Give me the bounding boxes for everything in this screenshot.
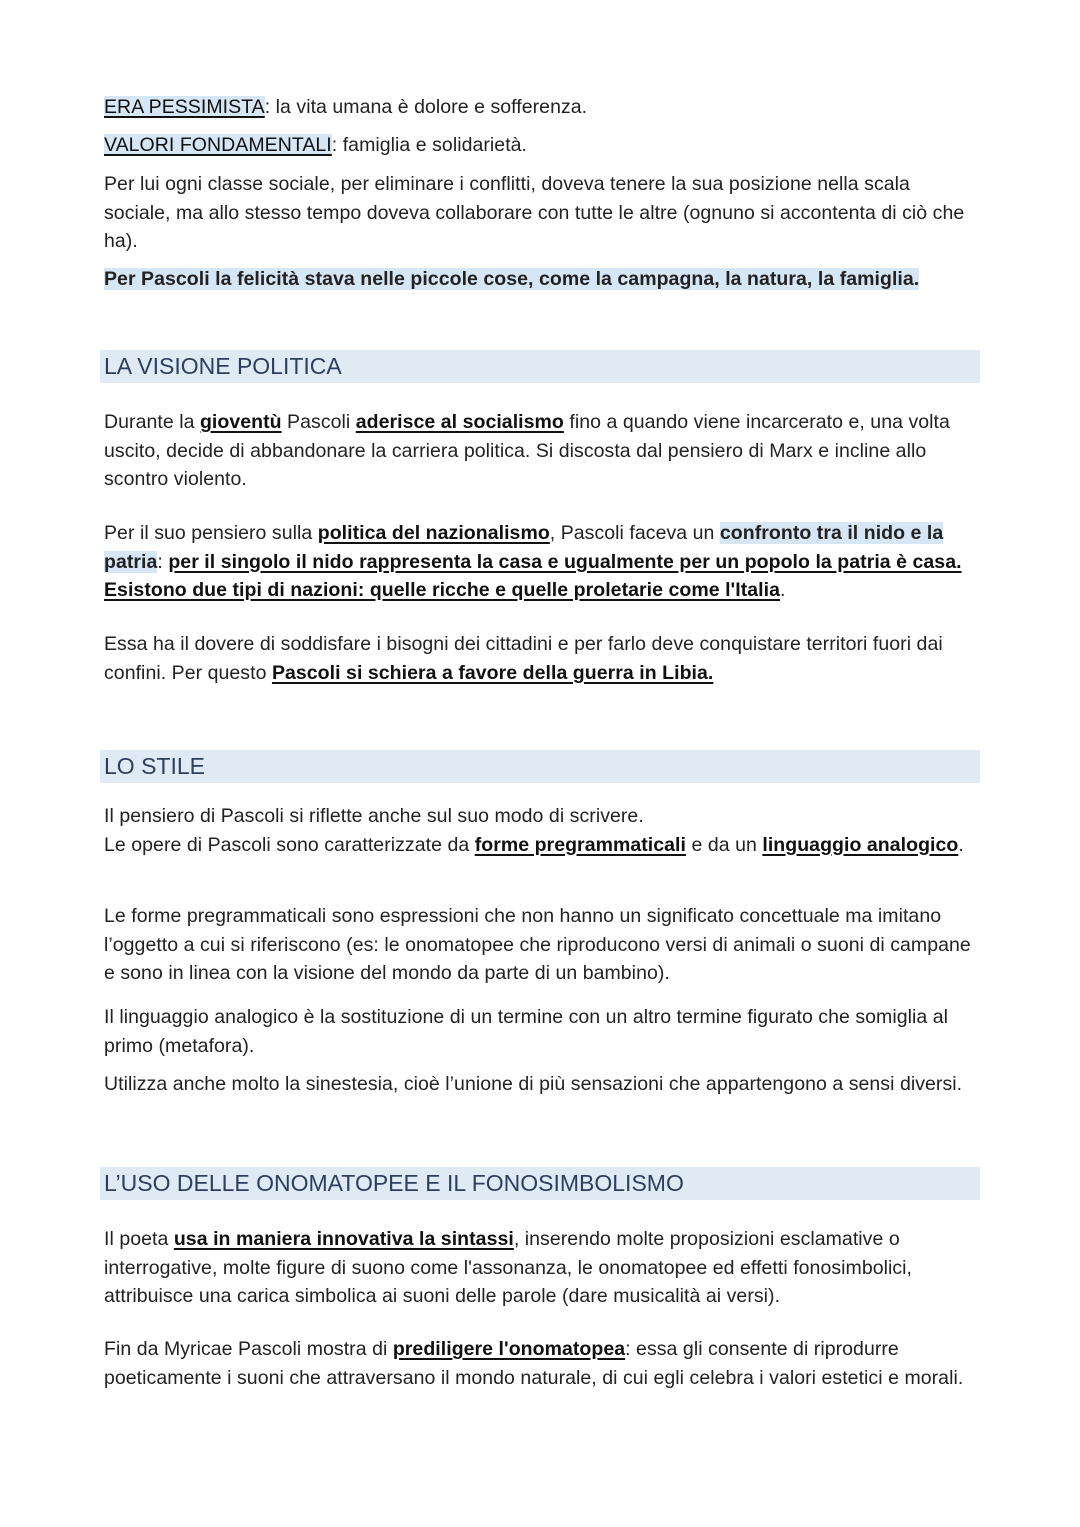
stile-paragraph-4: Utilizza anche molto la sinestesia, cioè l’unione di più sensazioni che appartengono a sensi diversi.: [104, 1073, 963, 1095]
stile-paragraph-3: Il linguaggio analogico è la sostituzione di un termine con un altro termine figurato che somiglia al primo (metafora).: [104, 1006, 949, 1057]
section-heading-stile: LO STILE: [100, 750, 980, 783]
onomatopee-paragraph-2: [104, 1335, 980, 1392]
text-run: e da un: [686, 833, 763, 856]
felicita-paragraph: [104, 265, 980, 294]
text-run: , Pascoli faceva un: [549, 522, 720, 544]
stile-paragraph-2: Le forme pregrammaticali sono espressioni che non hanno un significato concettuale ma imitano l’oggetto a cui si riferiscono (es: le onomatopee che riproducono versi di animali o suoni di campane e sono in linea con la visione del mondo da parte di un bambino).: [104, 905, 971, 984]
section-heading-onomatopee: L’USO DELLE ONOMATOPEE E IL FONOSIMBOLISMO: [100, 1167, 980, 1200]
stile-paragraph-1: [104, 802, 980, 859]
text-run: , inserendo molte proposizioni esclamative o interrogative, molte figure di suono come l'assonanza, le onomatopee ed effetti fonosimbolici, attribuisce una carica simbolica ai suoni delle parole (dare musicalità ai versi).: [104, 1228, 913, 1307]
underlined-guerra-libia: Pascoli si schiera a favore della guerra in Libia.: [271, 661, 714, 684]
text-run: Le opere di Pascoli sono caratterizzate da: [104, 833, 475, 856]
text-run: Pascoli: [281, 411, 356, 433]
era-pessimista-line: [104, 93, 980, 122]
onomatopee-paragraph-1: [104, 1225, 980, 1311]
valori-fondamentali-text: : famiglia e solidarietà.: [331, 134, 528, 156]
valori-fondamentali-line: [104, 131, 980, 160]
text-run: Il poeta: [104, 1228, 174, 1250]
underlined-onomatopea: prediligere l'onomatopea: [392, 1338, 626, 1360]
underlined-gioventu: gioventù: [199, 411, 282, 433]
classe-sociale-paragraph: Per lui ogni classe sociale, per eliminare i conflitti, doveva tenere la sua posizione nella scala sociale, ma allo stesso tempo doveva collaborare con tutte le altre (ognuno si accontenta di ciò che ha).: [104, 173, 965, 252]
text-run: Essa ha il dovere di soddisfare i bisogni dei cittadini e per farlo deve conquistare territori fuori dai confini. Per questo: [104, 633, 943, 684]
valori-fondamentali-label: VALORI FONDAMENTALI: [104, 134, 332, 156]
underlined-forme-pregrammaticali: forme pregrammaticali: [474, 833, 686, 856]
politica-paragraph-1: [104, 408, 980, 494]
felicita-highlight: Per Pascoli la felicità stava nelle piccole cose, come la campagna, la natura, la famiglia.: [104, 268, 920, 290]
text-run: .: [779, 579, 786, 601]
text-run: .: [958, 833, 964, 856]
text-run: fino a quando viene incarcerato e, una volta uscito, decide di abbandonare la carriera politica. Si discosta dal pensiero di Marx e incline allo scontro violento.: [104, 411, 950, 490]
text-run: Il pensiero di Pascoli si riflette anche sul suo modo di scrivere.: [104, 805, 644, 827]
underlined-linguaggio-analogico: linguaggio analogico: [762, 833, 959, 856]
section-heading-visione-politica: LA VISIONE POLITICA: [100, 350, 980, 383]
text-run: Fin da Myricae Pascoli mostra di: [104, 1338, 393, 1360]
underlined-sintassi: usa in maniera innovativa la sintassi: [173, 1228, 514, 1250]
underlined-nazioni: per il singolo il nido rappresenta la casa e ugualmente per un popolo la patria è casa. Esistono due tipi di nazioni: quelle ricche e quelle proletarie come l'Italia: [104, 550, 962, 601]
text-run: Per il suo pensiero sulla: [104, 522, 318, 544]
text-run: Durante la: [104, 411, 200, 433]
highlight-nido-patria: confronto tra il nido e la patria: [104, 522, 944, 573]
underlined-socialismo: aderisce al socialismo: [355, 411, 564, 433]
underlined-nazionalismo: politica del nazionalismo: [317, 522, 550, 544]
era-pessimista-text: : la vita umana è dolore e sofferenza.: [264, 96, 588, 118]
era-pessimista-label: ERA PESSIMISTA: [104, 96, 265, 118]
text-run: :: [157, 550, 169, 573]
politica-paragraph-3: [104, 630, 980, 687]
text-run: : essa gli consente di riprodurre poeticamente i suoni che attraversano il mondo naturale, di cui egli celebra i valori estetici e morali.: [104, 1338, 964, 1389]
politica-paragraph-2: [104, 519, 980, 605]
